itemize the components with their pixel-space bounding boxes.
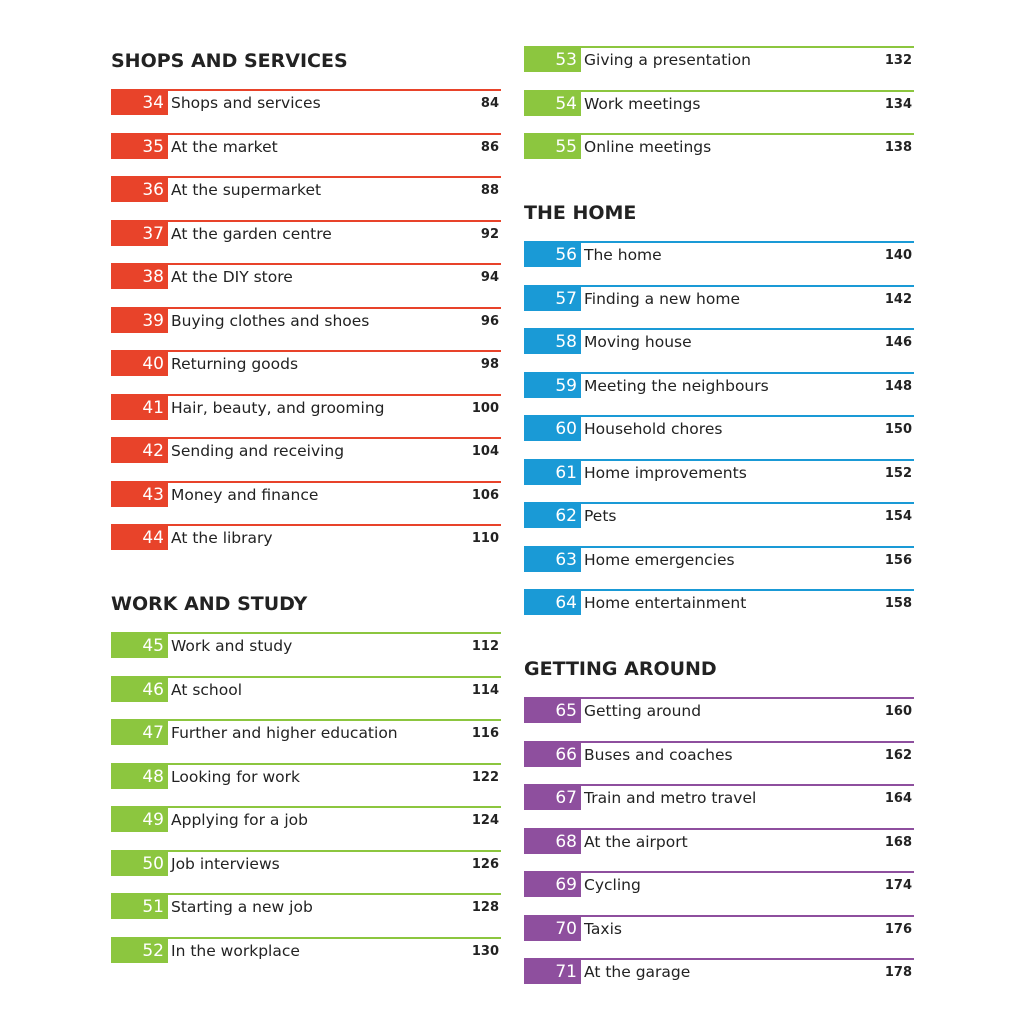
entry-number: 57 xyxy=(524,287,581,311)
entry-page: 150 xyxy=(884,422,912,437)
entry-number: 50 xyxy=(111,852,168,876)
entry-page: 146 xyxy=(884,335,912,350)
toc-entry xyxy=(524,459,914,487)
toc-entry xyxy=(111,676,501,704)
toc-entry xyxy=(524,90,914,118)
entry-number: 34 xyxy=(111,91,168,115)
entry-number: 68 xyxy=(524,830,581,854)
entry-page: 106 xyxy=(471,487,499,503)
toc-entry xyxy=(111,893,501,921)
entry-rule xyxy=(524,915,914,917)
entry-number: 58 xyxy=(524,330,581,354)
entry-title: Job interviews xyxy=(171,854,280,873)
entry-page: 142 xyxy=(884,291,912,307)
entry-rule xyxy=(111,350,501,352)
entry-number: 47 xyxy=(111,721,168,745)
entry-title: In the workplace xyxy=(171,941,300,960)
entry-number: 71 xyxy=(524,960,581,984)
entry-title: Household chores xyxy=(584,420,723,438)
toc-entry xyxy=(111,481,501,509)
entry-number: 40 xyxy=(111,352,168,376)
entry-number: 38 xyxy=(111,265,168,289)
entry-title: Online meetings xyxy=(584,138,712,156)
entry-number: 66 xyxy=(524,743,581,767)
entry-title: Cycling xyxy=(584,876,641,894)
entry-number: 54 xyxy=(524,92,581,116)
entry-rule xyxy=(524,241,914,243)
toc-entry xyxy=(111,220,501,248)
entry-number: 48 xyxy=(111,765,168,789)
section-title-around: GETTING AROUND xyxy=(524,658,717,680)
toc-entry xyxy=(111,524,501,552)
entry-page: 94 xyxy=(480,270,499,285)
entry-page: 158 xyxy=(884,596,912,611)
toc-entry xyxy=(111,176,501,204)
entry-rule xyxy=(111,632,501,634)
toc-entry xyxy=(524,502,914,530)
entry-number: 52 xyxy=(111,939,168,963)
entry-page: 176 xyxy=(884,921,912,937)
entry-title: Further and higher education xyxy=(171,724,398,742)
toc-entry xyxy=(524,241,914,269)
entry-page: 104 xyxy=(471,444,499,459)
entry-page: 100 xyxy=(471,400,499,416)
entry-page: 112 xyxy=(471,639,499,654)
entry-page: 134 xyxy=(884,96,912,112)
entry-title: Giving a presentation xyxy=(584,51,751,69)
section-title-work: WORK AND STUDY xyxy=(111,593,308,615)
toc-entry xyxy=(111,133,501,161)
entry-title: At the market xyxy=(171,137,278,156)
entry-rule xyxy=(524,90,914,92)
entry-number: 69 xyxy=(524,873,581,897)
entry-title: Starting a new job xyxy=(171,898,313,916)
entry-title: Home improvements xyxy=(584,463,747,482)
entry-title: Money and finance xyxy=(171,485,319,504)
entry-title: Moving house xyxy=(584,333,692,351)
toc-entry xyxy=(111,763,501,791)
entry-title: Returning goods xyxy=(171,355,299,373)
entry-title: Meeting the neighbours xyxy=(584,376,769,395)
entry-number: 42 xyxy=(111,439,168,463)
entry-number: 44 xyxy=(111,526,168,550)
entry-rule xyxy=(111,937,501,939)
entry-page: 88 xyxy=(480,183,499,198)
entry-number: 67 xyxy=(524,786,581,810)
toc-entry xyxy=(524,915,914,943)
entry-number: 55 xyxy=(524,135,581,159)
entry-number: 51 xyxy=(111,895,168,919)
entry-number: 41 xyxy=(111,396,168,420)
entry-title: At the supermarket xyxy=(171,181,322,199)
entry-number: 53 xyxy=(524,48,581,72)
entry-number: 59 xyxy=(524,374,581,398)
entry-page: 130 xyxy=(471,943,499,959)
entry-rule xyxy=(111,676,501,678)
entry-rule xyxy=(111,263,501,265)
entry-title: The home xyxy=(584,246,662,264)
entry-page: 96 xyxy=(480,313,499,329)
entry-page: 98 xyxy=(480,357,499,372)
entry-page: 140 xyxy=(884,248,912,263)
entry-number: 64 xyxy=(524,591,581,615)
toc-entry xyxy=(111,307,501,335)
entry-rule xyxy=(524,502,914,504)
entry-title: Buses and coaches xyxy=(584,745,733,764)
toc-entry xyxy=(524,828,914,856)
entry-rule xyxy=(524,697,914,699)
entry-number: 62 xyxy=(524,504,581,528)
entry-rule xyxy=(524,328,914,330)
entry-number: 49 xyxy=(111,808,168,832)
entry-number: 60 xyxy=(524,417,581,441)
section-title-shops: SHOPS AND SERVICES xyxy=(111,50,348,72)
entry-page: 122 xyxy=(471,769,499,785)
toc-entry xyxy=(111,719,501,747)
entry-page: 174 xyxy=(884,878,912,893)
toc-entry xyxy=(111,89,501,117)
entry-page: 156 xyxy=(884,552,912,568)
entry-title: At the garage xyxy=(584,963,691,981)
entry-number: 39 xyxy=(111,309,168,333)
entry-number: 35 xyxy=(111,135,168,159)
entry-page: 92 xyxy=(480,226,499,242)
toc-entry xyxy=(524,46,914,74)
entry-title: Buying clothes and shoes xyxy=(171,311,370,330)
toc-entry xyxy=(111,850,501,878)
entry-page: 154 xyxy=(884,509,912,524)
entry-number: 45 xyxy=(111,634,168,658)
entry-page: 116 xyxy=(471,726,499,741)
entry-page: 114 xyxy=(471,682,499,698)
entry-number: 43 xyxy=(111,483,168,507)
entry-title: Hair, beauty, and grooming xyxy=(171,398,385,417)
entry-title: At the library xyxy=(171,529,273,547)
entry-title: Work meetings xyxy=(584,94,701,113)
entry-rule xyxy=(524,958,914,960)
entry-page: 126 xyxy=(471,856,499,872)
entry-number: 46 xyxy=(111,678,168,702)
entry-title: Work and study xyxy=(171,637,293,655)
entry-page: 84 xyxy=(480,96,499,111)
toc-entry xyxy=(524,372,914,400)
toc-entry xyxy=(524,285,914,313)
toc-entry xyxy=(524,328,914,356)
entry-title: Applying for a job xyxy=(171,811,308,829)
entry-page: 110 xyxy=(471,531,499,546)
entry-page: 86 xyxy=(480,139,499,155)
entry-number: 37 xyxy=(111,222,168,246)
entry-title: At school xyxy=(171,680,243,699)
entry-title: Looking for work xyxy=(171,767,300,786)
toc-entry xyxy=(111,263,501,291)
toc-entry xyxy=(111,937,501,965)
entry-rule xyxy=(524,828,914,830)
entry-title: At the airport xyxy=(584,832,688,851)
entry-rule xyxy=(524,871,914,873)
entry-number: 70 xyxy=(524,917,581,941)
entry-title: Shops and services xyxy=(171,94,321,112)
entry-page: 178 xyxy=(884,965,912,980)
entry-title: Sending and receiving xyxy=(171,442,345,460)
entry-number: 56 xyxy=(524,243,581,267)
toc-entry xyxy=(111,437,501,465)
entry-page: 160 xyxy=(884,704,912,719)
entry-number: 63 xyxy=(524,548,581,572)
entry-title: Home emergencies xyxy=(584,550,735,569)
toc-entry xyxy=(111,394,501,422)
entry-page: 128 xyxy=(471,900,499,915)
toc-entry xyxy=(524,133,914,161)
entry-title: Getting around xyxy=(584,702,702,720)
toc-entry xyxy=(524,784,914,812)
toc-entry xyxy=(524,871,914,899)
entry-title: Finding a new home xyxy=(584,289,740,308)
entry-number: 65 xyxy=(524,699,581,723)
entry-page: 164 xyxy=(884,791,912,806)
toc-entry xyxy=(524,697,914,725)
entry-title: Home entertainment xyxy=(584,594,747,612)
entry-title: At the garden centre xyxy=(171,224,332,243)
toc-entry xyxy=(524,741,914,769)
entry-rule xyxy=(111,850,501,852)
toc-entry xyxy=(524,415,914,443)
entry-page: 138 xyxy=(884,140,912,155)
entry-rule xyxy=(524,133,914,135)
toc-entry xyxy=(111,632,501,660)
toc-entry xyxy=(111,350,501,378)
section-title-home: THE HOME xyxy=(524,202,637,224)
entry-number: 36 xyxy=(111,178,168,202)
entry-number: 61 xyxy=(524,461,581,485)
entry-page: 168 xyxy=(884,834,912,850)
entry-title: Taxis xyxy=(584,919,622,938)
toc-entry xyxy=(524,589,914,617)
entry-rule xyxy=(111,763,501,765)
entry-title: At the DIY store xyxy=(171,268,293,286)
entry-page: 132 xyxy=(884,53,912,68)
entry-page: 124 xyxy=(471,813,499,828)
toc-entry xyxy=(111,806,501,834)
toc-entry xyxy=(524,958,914,986)
entry-title: Pets xyxy=(584,507,617,525)
entry-page: 152 xyxy=(884,465,912,481)
toc-entry xyxy=(524,546,914,574)
entry-title: Train and metro travel xyxy=(584,789,757,807)
entry-rule xyxy=(111,524,501,526)
entry-page: 148 xyxy=(884,378,912,394)
entry-page: 162 xyxy=(884,747,912,763)
entry-rule xyxy=(111,133,501,135)
